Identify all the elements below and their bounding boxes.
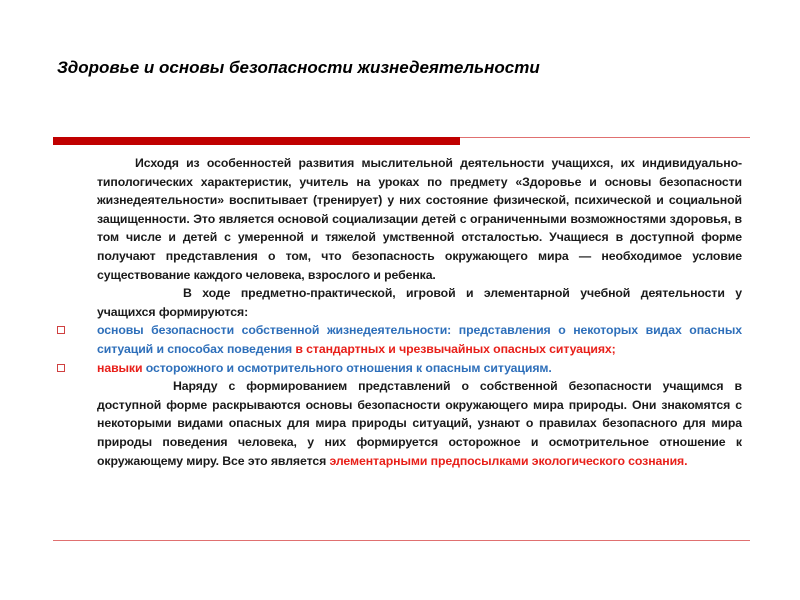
- title-divider-thick: [53, 137, 460, 145]
- bullet-text-blue: основы безопасности собственной жизнедеятельности: представления о некоторых видах опасных ситуаций и способах поведения: [97, 323, 742, 356]
- square-bullet-icon: [57, 326, 65, 334]
- paragraph-nature-highlight: элементарными предпосылками экологического сознания.: [329, 453, 688, 468]
- paragraph-intro: Исходя из особенностей развития мыслительной деятельности учащихся, их индивидуально-типологических характеристик, учитель на уроках по предмету «Здоровье и основы безопасности жизнедеятельности» воспитывает (тренирует) у них состояние физической, психической и социальной защищенности. Это является основой социализации детей с ограниченными возможностями здоровья, в том числе и детей с умеренной и тяжелой умственной отсталостью. Учащиеся в доступной форме получают представления о том, что безопасность окружающего мира — необходимое условие существование каждого человека, взрослого и ребенка.: [97, 156, 742, 282]
- bullet-text-red: навыки: [97, 360, 143, 375]
- footer-divider: [53, 540, 750, 541]
- bullet-text-red: в стандартных и чрезвычайных опасных ситуациях;: [295, 341, 616, 356]
- bullet-text-blue: осторожного и осмотрительного отношения к опасным ситуациям.: [145, 360, 552, 375]
- slide-body: [97, 154, 742, 470]
- paragraph-nature: [97, 377, 742, 470]
- paragraph-nature-text: Наряду с формированием представлений о собственной безопасности учащимся в доступной форме раскрываются основы безопасности окружающего мира природы. Они знакомятся с некоторыми видами опасных для мира природы ситуаций, узнают о правилах безопасного для мира природы поведения человека, у них формируется осторожное и осмотрительное отношение к окружающему миру. Все это является: [97, 379, 742, 468]
- square-bullet-icon: [57, 364, 65, 372]
- bullet-item: [97, 321, 742, 358]
- paragraph-formation: В ходе предметно-практической, игровой и элементарной учебной деятельности у учащихся формируются:: [97, 286, 742, 319]
- slide-title: Здоровье и основы безопасности жизнедеятельности: [57, 58, 540, 77]
- bullet-item: [97, 359, 742, 378]
- title-divider-thin: [460, 137, 750, 138]
